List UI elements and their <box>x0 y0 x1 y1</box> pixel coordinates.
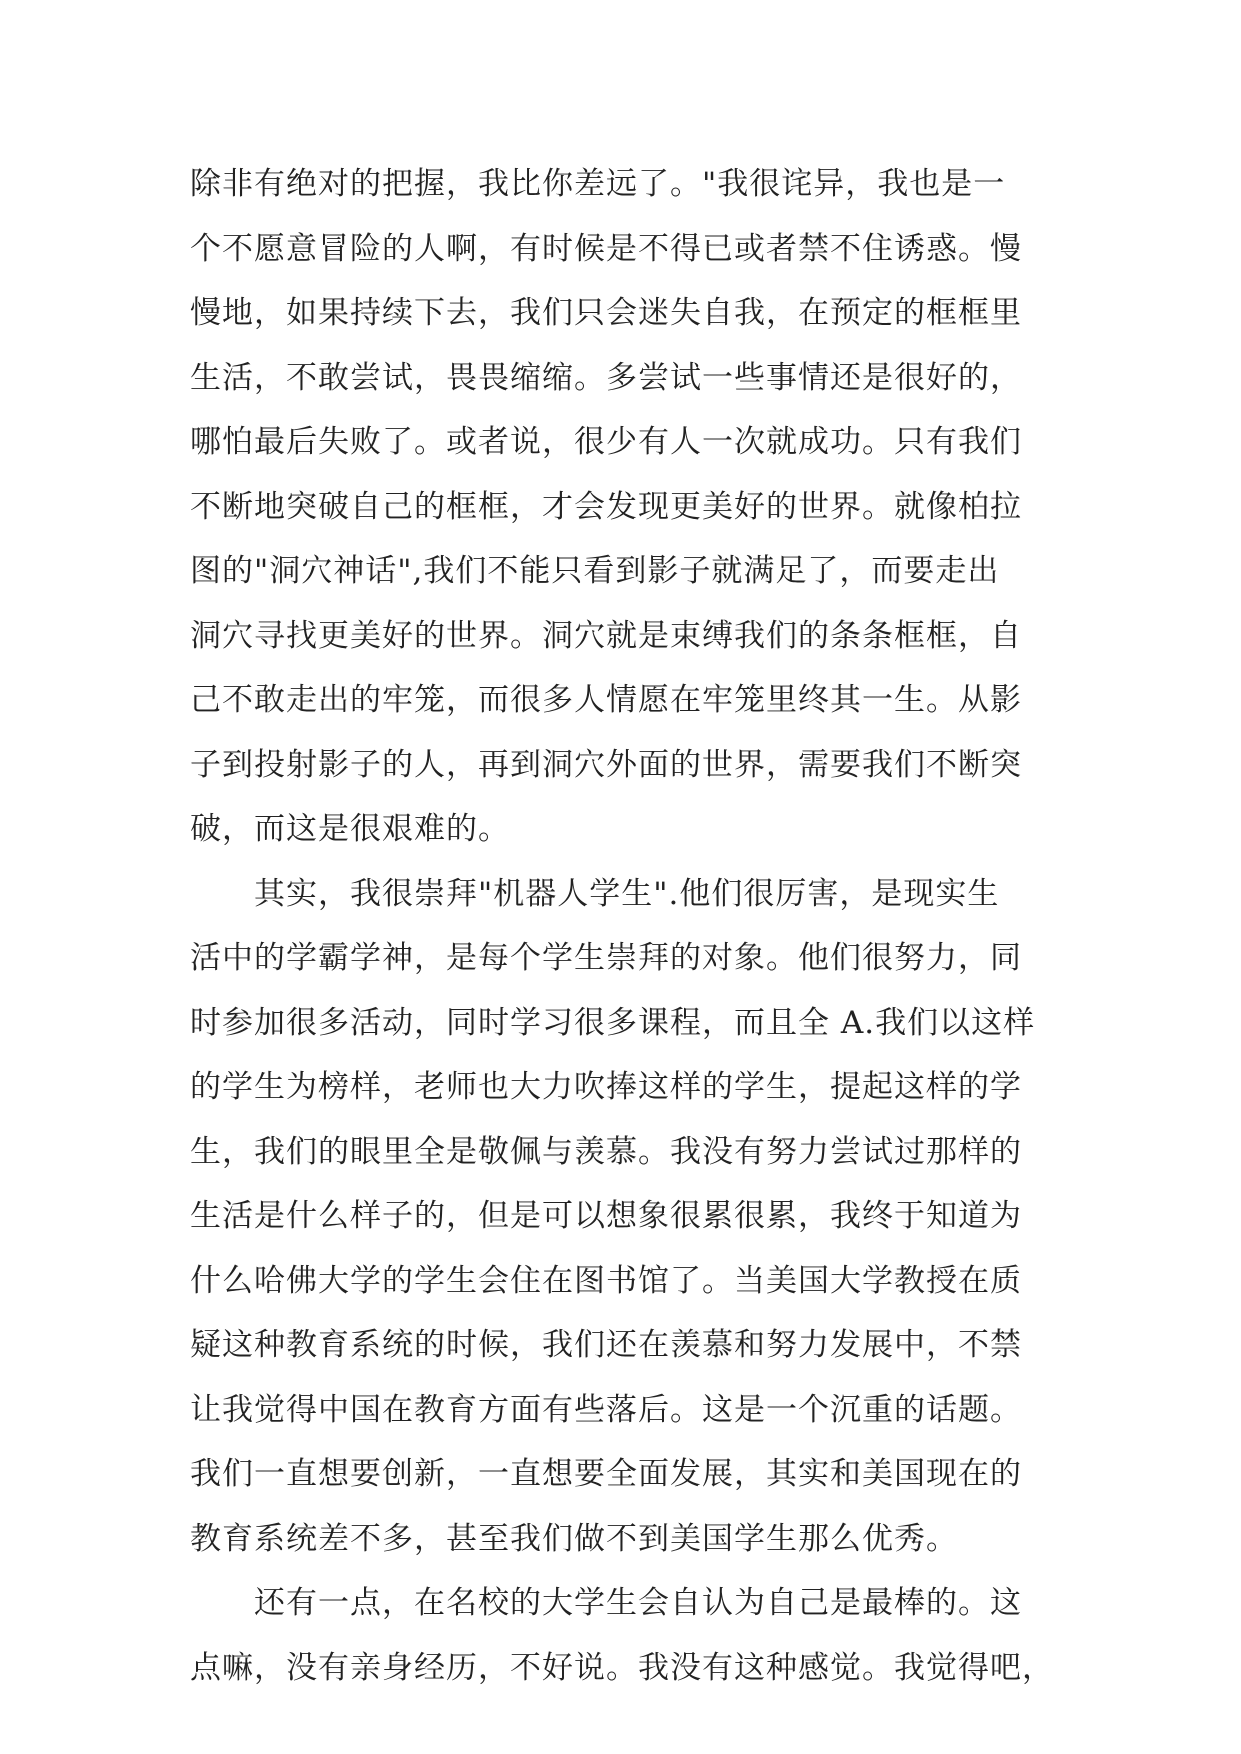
body-text <box>190 152 1060 1700</box>
text-line: 图的"洞穴神话",我们不能只看到影子就满足了，而要走出 <box>190 553 1000 589</box>
text-line: 子到投射影子的人，再到洞穴外面的世界，需要我们不断突 <box>190 746 1022 783</box>
paragraph-start-line: 其实，我很崇拜"机器人学生".他们很厉害，是现实生 <box>254 875 1000 912</box>
text-line: 时参加很多活动，同时学习很多课程，而且全 A.我们以这样 <box>190 1004 1036 1041</box>
text-line: 生活，不敢尝试，畏畏缩缩。多尝试一些事情还是很好的， <box>190 359 1022 396</box>
text-line: 不断地突破自己的框框，才会发现更美好的世界。就像柏拉 <box>190 488 1022 525</box>
text-line: 让我觉得中国在教育方面有些落后。这是一个沉重的话题。 <box>190 1391 1022 1428</box>
text-line: 活中的学霸学神，是每个学生崇拜的对象。他们很努力，同 <box>190 940 1022 976</box>
text-line: 我们一直想要创新，一直想要全面发展，其实和美国现在的 <box>190 1456 1022 1492</box>
text-line: 己不敢走出的牢笼，而很多人情愿在牢笼里终其一生。从影 <box>190 682 1022 718</box>
text-line: 个不愿意冒险的人啊，有时候是不得已或者禁不住诱惑。慢 <box>190 230 1022 267</box>
text-line: 慢地，如果持续下去，我们只会迷失自我，在预定的框框里 <box>190 295 1022 331</box>
text-line: 洞穴寻找更美好的世界。洞穴就是束缚我们的条条框框，自 <box>190 617 1022 654</box>
text-line: 什么哈佛大学的学生会住在图书馆了。当美国大学教授在质 <box>190 1262 1022 1299</box>
text-line: 哪怕最后失败了。或者说，很少有人一次就成功。只有我们 <box>190 424 1022 460</box>
text-line: 疑这种教育系统的时候，我们还在羡慕和努力发展中，不禁 <box>190 1327 1022 1363</box>
text-line: 的学生为榜样，老师也大力吹捧这样的学生，提起这样的学 <box>190 1069 1022 1105</box>
text-line: 点嘛，没有亲身经历，不好说。我没有这种感觉。我觉得吧， <box>190 1649 1054 1686</box>
text-line: 生，我们的眼里全是敬佩与羡慕。我没有努力尝试过那样的 <box>190 1133 1022 1170</box>
text-line: 破，而这是很艰难的。 <box>190 811 510 847</box>
paragraph-start-line: 还有一点，在名校的大学生会自认为自己是最棒的。这 <box>254 1585 1022 1621</box>
text-line: 除非有绝对的把握，我比你差远了。"我很诧异，我也是一 <box>190 166 1006 202</box>
text-line: 教育系统差不多，甚至我们做不到美国学生那么优秀。 <box>190 1520 958 1557</box>
text-line: 生活是什么样子的，但是可以想象很累很累，我终于知道为 <box>190 1198 1022 1234</box>
